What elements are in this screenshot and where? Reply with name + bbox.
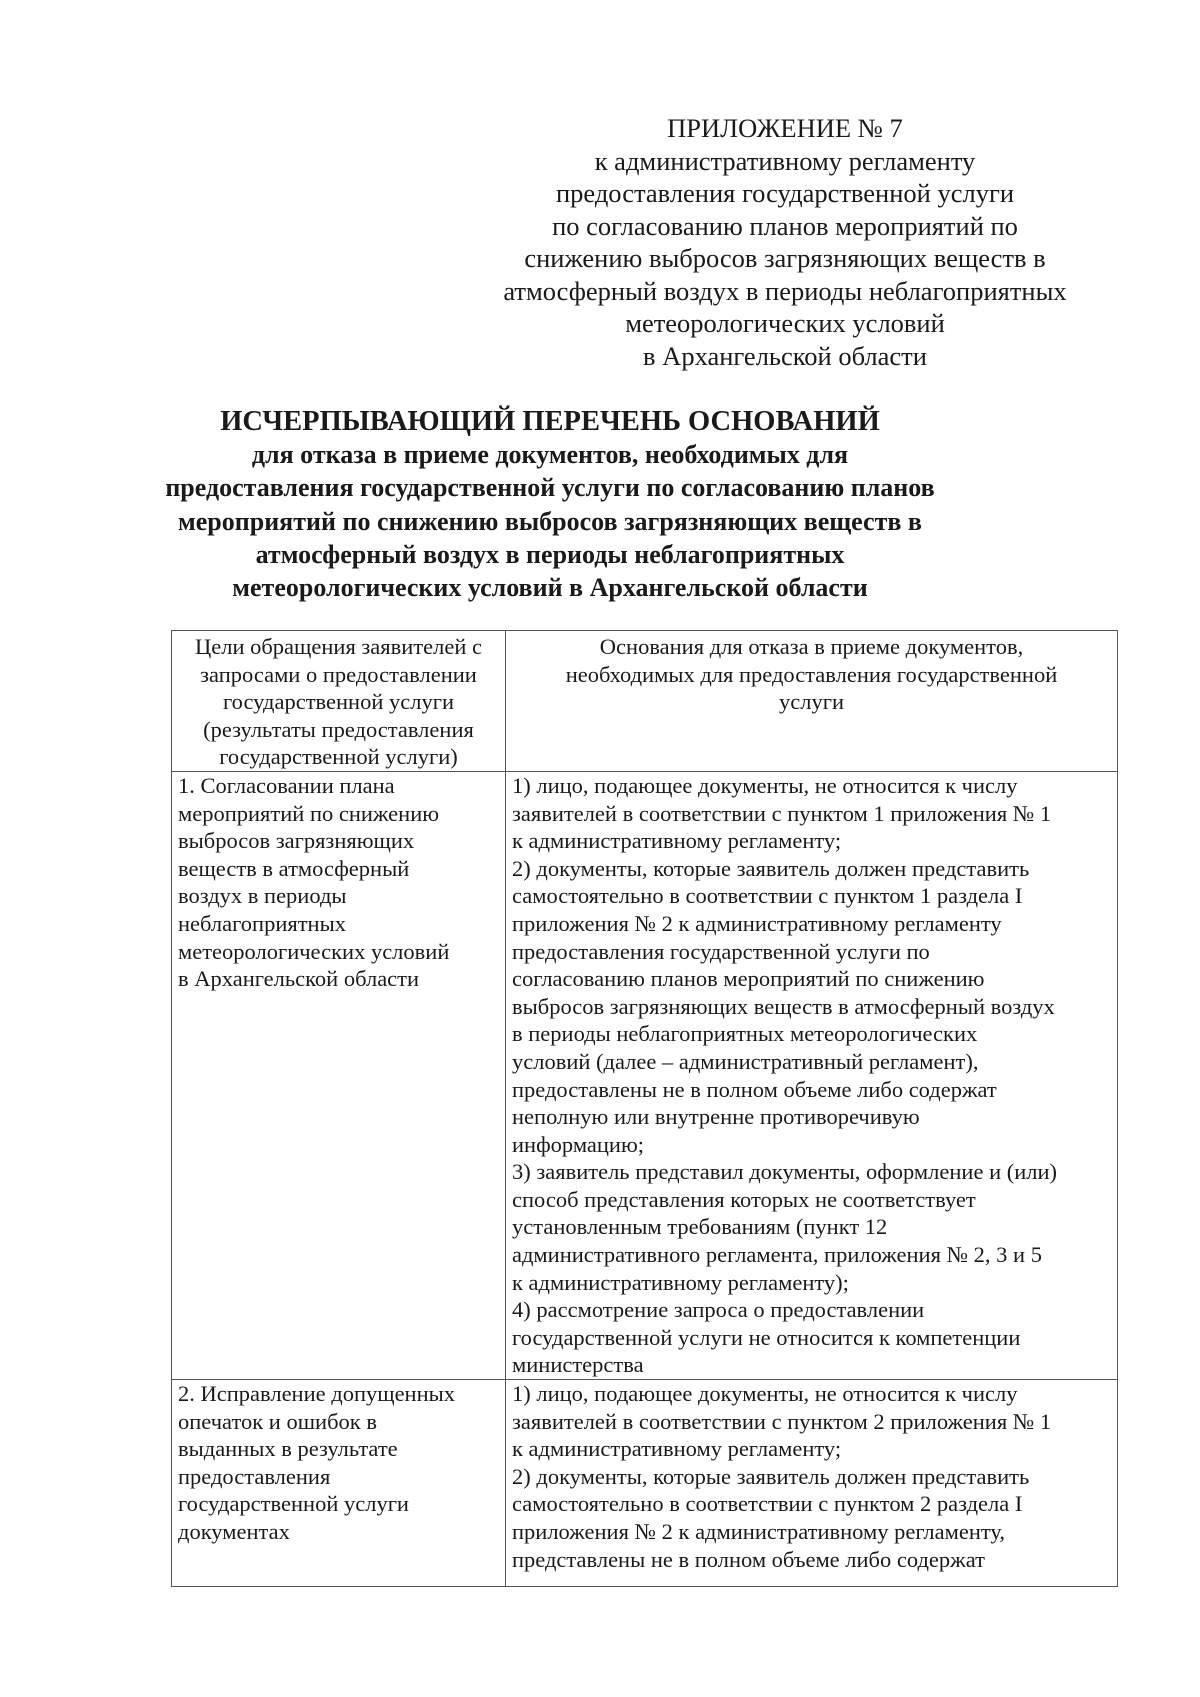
appendix-line: ПРИЛОЖЕНИЕ № 7 bbox=[667, 113, 903, 143]
reason-line: установленным требованиям (пункт 12 bbox=[512, 1214, 888, 1240]
reason-line: 4) рассмотрение запроса о предоставлении bbox=[512, 1297, 925, 1323]
purpose-line: в Архангельской области bbox=[178, 966, 420, 992]
reason-line: в периоды неблагоприятных метеорологических bbox=[512, 1021, 978, 1047]
reasons-clip bbox=[512, 1380, 1111, 1586]
title-line: атмосферный воздух в периоды неблагоприятных bbox=[255, 539, 845, 569]
reason-line: самостоятельно в соответствии с пунктом 1 раздела I bbox=[512, 883, 1023, 909]
purpose-cell bbox=[172, 1380, 506, 1587]
header-reasons-line: услуги bbox=[779, 689, 844, 715]
header-reasons-cell bbox=[506, 631, 1118, 772]
header-purpose-cell bbox=[172, 631, 506, 772]
header-purpose-line: Цели обращения заявителей с bbox=[194, 634, 482, 659]
reason-line: к административному регламенту; bbox=[512, 1436, 842, 1462]
title-line: для отказа в приеме документов, необходимых для bbox=[251, 440, 849, 470]
reasons-table bbox=[171, 630, 1118, 1587]
purpose-cell bbox=[172, 771, 506, 1379]
appendix-line: в Архангельской области bbox=[643, 340, 927, 371]
purpose-line: 2. Исправление допущенных bbox=[178, 1381, 455, 1407]
reasons-cell bbox=[506, 1380, 1118, 1587]
header-purpose-line: государственной услуги) bbox=[219, 744, 458, 770]
reason-line: согласованию планов мероприятий по снижению bbox=[512, 966, 985, 992]
reason-line: способ представления которых не соответствует bbox=[512, 1186, 976, 1212]
reason-line: условий (далее – административный регламент), bbox=[512, 1048, 979, 1074]
purpose-line: выбросов загрязняющих bbox=[178, 828, 415, 854]
reason-line: предоставлены не в полном объеме либо содержат bbox=[512, 1076, 997, 1102]
reason-line: приложения № 2 к административному регламенту bbox=[512, 910, 1002, 936]
purpose-line: опечаток и ошибок в bbox=[178, 1408, 377, 1434]
header-reasons-line: необходимых для предоставления государственной bbox=[565, 661, 1058, 687]
purpose-clip bbox=[178, 1380, 499, 1586]
purpose-line: мероприятий по снижению bbox=[178, 800, 440, 826]
reason-line: неполную или внутренне противоречивую bbox=[512, 1104, 920, 1130]
appendix-line: по согласованию планов мероприятий по bbox=[552, 210, 1018, 241]
appendix-line: предоставления государственной услуги bbox=[555, 178, 1015, 208]
appendix-line: снижению выбросов загрязняющих веществ в bbox=[524, 243, 1046, 273]
reason-line: 1) лицо, подающее документы, не относится к числу bbox=[512, 772, 1018, 798]
reason-line: административного регламента, приложения № 2, 3 и 5 bbox=[512, 1242, 1042, 1268]
title-main: ИСЧЕРПЫВАЮЩИЙ ПЕРЕЧЕНЬ ОСНОВАНИЙ bbox=[220, 406, 880, 437]
header-purpose-line: (результаты предоставления bbox=[203, 716, 474, 742]
reason-line: к административному регламенту); bbox=[512, 1269, 849, 1295]
reason-line: 1) лицо, подающее документы, не относится к числу bbox=[512, 1381, 1018, 1407]
reason-line: представлены не в полном объеме либо содержат bbox=[512, 1546, 985, 1572]
table-header-row bbox=[172, 631, 1118, 772]
purpose-line: воздух в периоды bbox=[178, 883, 347, 909]
reason-line: государственной услуги не относится к компетенции bbox=[512, 1324, 1021, 1350]
table-row bbox=[172, 1380, 1118, 1587]
purpose-line: метеорологических условий bbox=[178, 938, 450, 964]
header-reasons-line: Основания для отказа в приеме документов, bbox=[599, 634, 1024, 659]
reason-line: 2) документы, которые заявитель должен представить bbox=[512, 855, 1030, 881]
purpose-line: выданных в результате bbox=[178, 1436, 398, 1462]
title-line: метеорологических условий в Архангельской области bbox=[232, 573, 868, 603]
reason-line: министерства bbox=[512, 1352, 644, 1378]
purpose-line: 1. Согласовании плана bbox=[178, 772, 395, 798]
reason-line: 3) заявитель представил документы, оформление и (или) bbox=[512, 1159, 1058, 1185]
purpose-line: документах bbox=[178, 1519, 290, 1544]
document-title bbox=[150, 405, 950, 604]
appendix-header bbox=[470, 112, 1100, 372]
reason-line: выбросов загрязняющих веществ в атмосферный воздух bbox=[512, 993, 1055, 1019]
reason-line: 2) документы, которые заявитель должен представить bbox=[512, 1463, 1030, 1489]
title-line: предоставления государственной услуги по согласованию планов bbox=[165, 473, 935, 503]
header-purpose-line: запросами о предоставлении bbox=[200, 661, 477, 687]
purpose-line: государственной услуги bbox=[178, 1491, 409, 1517]
reason-line: заявителей в соответствии с пунктом 2 приложения № 1 bbox=[512, 1408, 1052, 1434]
purpose-line: веществ в атмосферный bbox=[178, 855, 410, 881]
reason-line: к административному регламенту; bbox=[512, 828, 842, 854]
appendix-line: к административному регламенту bbox=[594, 145, 976, 176]
reason-line: приложения № 2 к административному регламенту, bbox=[512, 1519, 1006, 1544]
header-purpose-line: государственной услуги bbox=[223, 689, 454, 715]
appendix-line: метеорологических условий bbox=[625, 308, 945, 338]
reason-line: самостоятельно в соответствии с пунктом 2 раздела I bbox=[512, 1491, 1023, 1517]
purpose-line: предоставления bbox=[178, 1463, 331, 1489]
purpose-line: неблагоприятных bbox=[178, 910, 346, 936]
reason-line: предоставления государственной услуги по bbox=[512, 938, 930, 964]
appendix-line: атмосферный воздух в периоды неблагоприятных bbox=[503, 275, 1067, 306]
reasons-cell bbox=[506, 771, 1118, 1379]
reason-line: информацию; bbox=[512, 1131, 645, 1157]
table-row bbox=[172, 771, 1118, 1379]
title-line: мероприятий по снижению выбросов загрязняющих веществ в bbox=[178, 506, 922, 536]
reason-line: заявителей в соответствии с пунктом 1 приложения № 1 bbox=[512, 800, 1052, 826]
